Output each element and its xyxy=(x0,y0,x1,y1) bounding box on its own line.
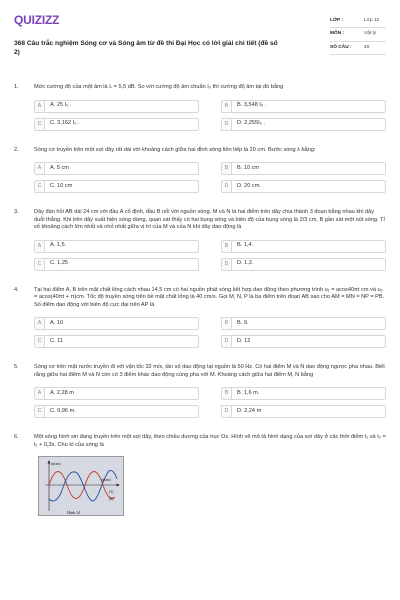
option-letter: D xyxy=(222,181,232,192)
answer-options xyxy=(34,100,386,131)
answer-option-d[interactable] xyxy=(221,258,386,271)
question-stem: Một sóng hình sin đang truyền trên một sợi dây, theo chiều dương của trục Ox. Hình vẽ mô tả hình dạng của sợi dây ở các thời điểm t₁ và t₂ = t₁ + 0,3s. Chu kì của sóng là xyxy=(34,434,386,449)
option-text: D. 12 xyxy=(237,338,251,345)
answer-option-d[interactable] xyxy=(221,118,386,131)
answer-option-c[interactable] xyxy=(34,258,199,271)
wave-figure xyxy=(38,456,124,516)
option-text: A. 10 xyxy=(50,320,64,327)
meta-value: 40 xyxy=(364,44,370,50)
question-4 xyxy=(14,287,386,349)
figure-caption: Hình 14 xyxy=(67,509,80,515)
option-letter: D xyxy=(222,259,232,270)
answer-option-b[interactable] xyxy=(221,240,386,253)
option-text: A. 25 I₀ . xyxy=(50,102,72,109)
question-2 xyxy=(14,147,386,194)
option-letter: D xyxy=(222,336,232,347)
question-number: 1. xyxy=(14,84,19,90)
wave-figure-svg xyxy=(39,457,125,517)
option-letter: A xyxy=(35,241,45,252)
question-number: 5. xyxy=(14,364,19,371)
meta-key: MÔN : xyxy=(330,31,345,37)
curve-2-label: (2) xyxy=(109,496,114,501)
option-text: A. 5 cm xyxy=(50,164,69,171)
answer-option-d[interactable] xyxy=(221,335,386,348)
answer-option-c[interactable] xyxy=(34,405,199,418)
option-letter: C xyxy=(35,336,45,347)
answer-option-d[interactable] xyxy=(221,180,386,193)
answer-option-a[interactable] xyxy=(34,387,199,400)
option-text: B. 10 cm xyxy=(237,164,260,171)
option-text: D. 20 cm. xyxy=(237,182,261,189)
y-axis-label: u(cm) xyxy=(51,460,61,466)
option-letter: B xyxy=(222,163,232,174)
answer-option-b[interactable] xyxy=(221,162,386,175)
option-text: B. 1,6 m. xyxy=(237,390,260,397)
question-stem: Dây đàn hồi AB dài 24 cm với đầu A cố định, đầu B nối với nguồn sóng. M và N là hai điểm trên dây chia thành 3 đoạn bằng nhau khi dây duỗi thẳng. Khi trên dây xuất hiện sóng dừng, quan sát thấy có hai bụng sóng và biên độ của bụng sóng là 2/3 cm, B gần sát một nút sóng. Tỉ số khoảng cách lớn nhất và nhỏ nhất giữa vị trí của M và của N khi dây dao động là xyxy=(34,209,385,231)
option-text: A. 2,28 m xyxy=(50,390,74,397)
question-3 xyxy=(14,209,386,271)
option-text: C. 1,25 xyxy=(50,260,69,267)
x-axis-label: x(cm) xyxy=(101,476,111,482)
question-number: 4. xyxy=(14,286,19,293)
meta-table xyxy=(330,15,386,55)
option-text: D. 2,255I₀ . xyxy=(237,120,266,127)
answer-options xyxy=(34,240,386,271)
answer-option-b[interactable] xyxy=(221,100,386,113)
meta-row-grade xyxy=(330,15,386,28)
answer-option-a[interactable] xyxy=(34,240,199,253)
option-letter: C xyxy=(35,119,45,130)
option-letter: A xyxy=(35,388,45,399)
answer-option-a[interactable] xyxy=(34,317,199,330)
question-stem: Mức cường độ của một âm là L = 5,5 dB. So với cường độ âm chuẩn I₀ thì cường độ âm tại đó bằng xyxy=(34,84,284,90)
option-letter: C xyxy=(35,181,45,192)
option-letter: B xyxy=(222,388,232,399)
answer-option-c[interactable] xyxy=(34,118,199,131)
question-stem: Tại hai điểm A, B trên mặt chất lỏng cách nhau 14,5 cm có hai nguồn phát sóng kết hợp dao động theo phương trình u₁ = acos40πt cm và u₂ = acos(40πt + π)cm. Tốc độ truyền sóng trên bề mặt chất lỏng là 40 cm/s. Gọi M, N, P là ba điểm trên đoạn AB sao cho AM = MN = NP = PB. Số điểm dao động với biên độ cực đại trên AP là xyxy=(34,286,385,308)
curve-1-label: (1) xyxy=(109,489,114,494)
option-text: C. 11 xyxy=(50,338,63,345)
question-stem: Sóng cơ trên mặt nước truyền đi với vận tốc 32 m/s, tần số dao động tại nguồn là 50 Hz. Có hai điểm M và N dao động ngược pha nhau. Biết rằng giữa hai điểm M và N còn có 3 điểm khác dao động cùng pha với M. Khoảng cách giữa hai điểm M, N bằng xyxy=(34,364,385,378)
answer-option-a[interactable] xyxy=(34,100,199,113)
answer-option-b[interactable] xyxy=(221,317,386,330)
answer-option-c[interactable] xyxy=(34,180,199,193)
question-number: 3. xyxy=(14,209,19,216)
option-text: D. 1,2. xyxy=(237,260,254,267)
option-letter: D xyxy=(222,119,232,130)
option-letter: C xyxy=(35,406,45,417)
answer-option-a[interactable] xyxy=(34,162,199,175)
option-text: B. 9. xyxy=(237,320,249,327)
question-6 xyxy=(14,434,386,515)
option-letter: B xyxy=(222,318,232,329)
meta-value: Lớp 12 xyxy=(364,18,380,23)
document-header xyxy=(14,12,386,68)
question-number: 2. xyxy=(14,146,19,153)
option-letter: A xyxy=(35,101,45,112)
meta-row-subject xyxy=(330,28,386,41)
meta-value: Vật lý xyxy=(364,31,376,37)
option-text: C. 3,162 I₀ . xyxy=(50,120,80,127)
document-title: 368 Câu trắc nghiệm Sóng cơ và Sóng âm từ đề thi Đại Học có lời giải chi tiết (đề số 2) xyxy=(14,40,278,56)
option-text: B. 1,4. xyxy=(237,242,254,249)
option-text: A. 1,5. xyxy=(50,242,67,249)
meta-row-count xyxy=(330,42,386,55)
option-letter: C xyxy=(35,259,45,270)
meta-key: SỐ CÂU : xyxy=(330,44,352,50)
question-number: 6. xyxy=(14,434,19,441)
option-letter: A xyxy=(35,318,45,329)
option-text: C. 0,96 m. xyxy=(50,408,76,415)
question-stem: Sóng cơ truyền trên một sợi dây rất dài với khoảng cách giữa hai đỉnh sóng liền tiếp là 20 cm. Bước sóng λ bằng: xyxy=(34,146,316,153)
question-1 xyxy=(14,84,386,131)
option-letter: B xyxy=(222,241,232,252)
option-letter: A xyxy=(35,163,45,174)
answer-option-d[interactable] xyxy=(221,405,386,418)
answer-option-b[interactable] xyxy=(221,387,386,400)
question-5 xyxy=(14,364,386,418)
answer-options xyxy=(34,317,386,348)
answer-options xyxy=(34,387,386,418)
wave-curve-2 xyxy=(49,470,117,501)
meta-key: LỚP : xyxy=(330,18,344,23)
option-text: C. 10 cm xyxy=(50,182,73,189)
answer-options xyxy=(34,162,386,193)
option-letter: D xyxy=(222,406,232,417)
option-text: B. 3,548 I₀ . xyxy=(237,102,267,109)
answer-option-c[interactable] xyxy=(34,335,199,348)
x-axis-arrow xyxy=(117,483,121,486)
brand-logo: QUIZIZZ xyxy=(14,13,60,27)
y-axis-arrow xyxy=(48,460,51,464)
question-list xyxy=(14,84,386,516)
option-letter: B xyxy=(222,101,232,112)
option-text: D. 2,24 m xyxy=(237,408,262,415)
